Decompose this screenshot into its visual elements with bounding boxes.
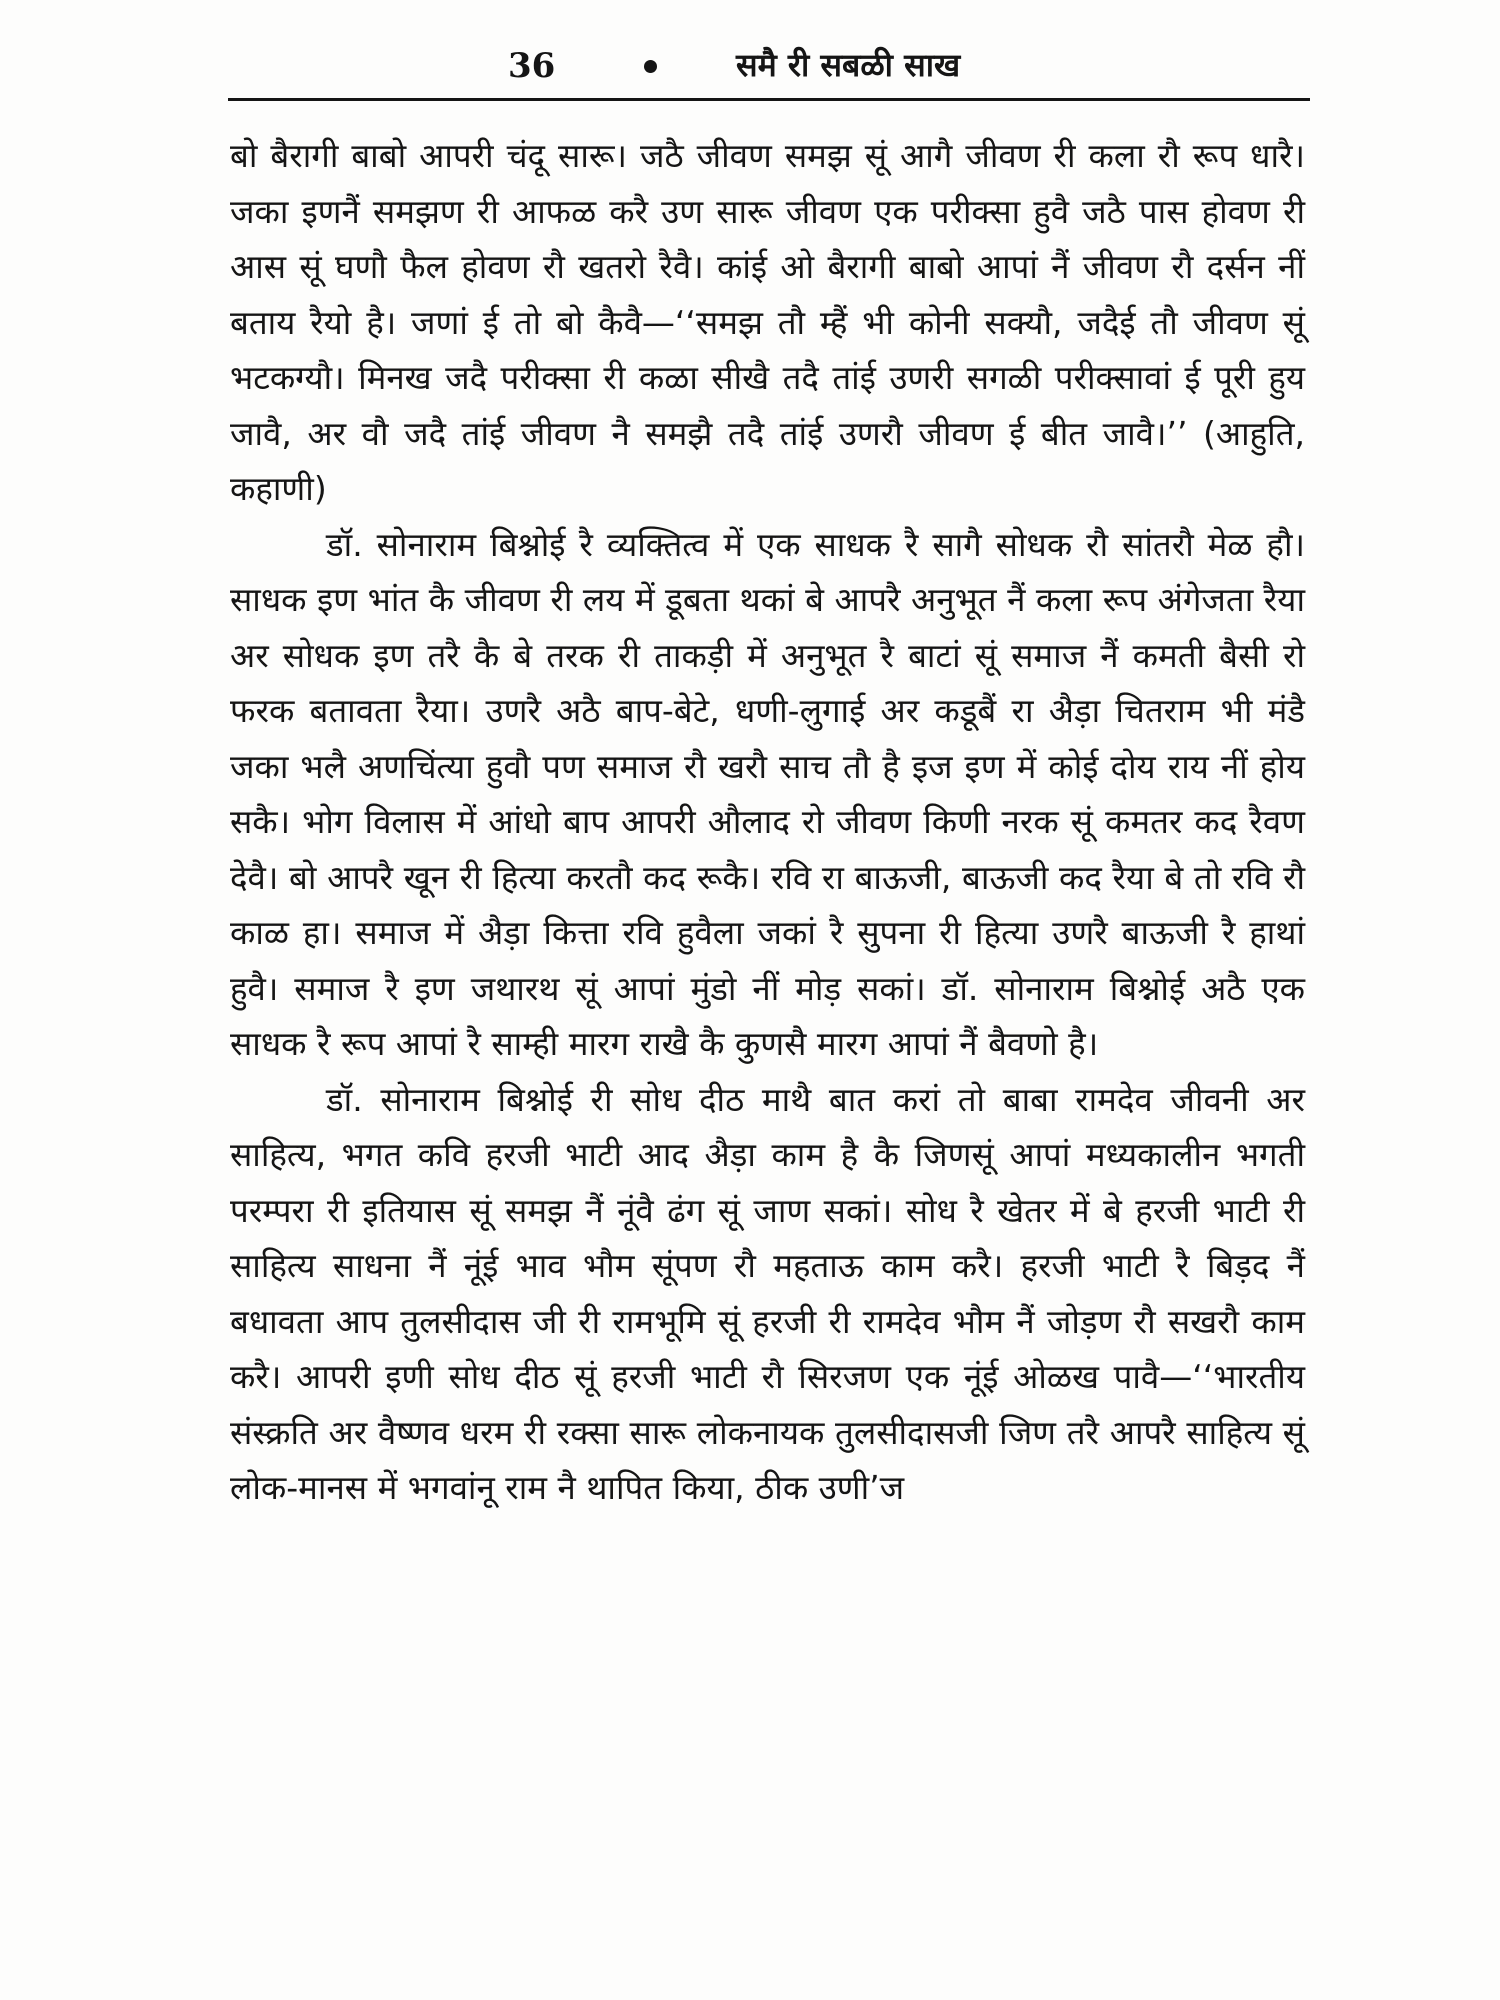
page-header	[228, 40, 1308, 96]
header-rule	[228, 98, 1310, 101]
running-title: समै री सबळी साख	[736, 46, 961, 84]
bullet-separator-icon	[644, 60, 657, 73]
paragraph-2: डॉ. सोनाराम बिश्नोई रै व्यक्तित्व में एक साधक रै सागै सोधक रौ सांतरौ मेळ हौ। साधक इण भांत कै जीवण री लय में डूबता थकां बे आपरै अनुभूत नैं कला रूप अंगेजता रैया अर सोधक इण तरै कै बे तरक री ताकड़ी में अनुभूत रै बाटां सूं समाज नैं कमती बैसी रो फरक बतावता रैया। उणरै अठै बाप-बेटे, धणी-लुगाई अर कडूबैं रा अैड़ा चितराम भी मंडै जका भलै अणचिंत्या हुवौ पण समाज रौ खरौ साच तौ है इज इण में कोई दोय राय नीं होय सकै। भोग विलास में आंधो बाप आपरी औलाद रो जीवण किणी नरक सूं कमतर कद रैवण देवै। बो आपरै खून री हित्या करतौ कद रूकै। रवि रा बाऊजी, बाऊजी कद रैया बे तो रवि रौ काळ हा। समाज में अैड़ा कित्ता रवि हुवैला जकां रै सुपना री हित्या उणरै बाऊजी रै हाथां हुवै। समाज रै इण जथारथ सूं आपां मुंडो नीं मोड़ सकां। डॉ. सोनाराम बिश्नोई अठै एक साधक रै रूप आपां रै साम्ही मारग राखै कै कुणसै मारग आपां नैं बैवणो है।	[230, 524, 1305, 1063]
body-text	[230, 128, 1305, 1516]
page-number: 36	[508, 46, 556, 86]
paragraph-3: डॉ. सोनाराम बिश्नोई री सोध दीठ माथै बात करां तो बाबा रामदेव जीवनी अर साहित्य, भगत कवि हरजी भाटी आद अैड़ा काम है कै जिणसूं आपां मध्यकालीन भगती परम्परा री इतियास सूं समझ नैं नूंवै ढंग सूं जाण सकां। सोध रै खेतर में बे हरजी भाटी री साहित्य साधना नैं नूंई भाव भौम सूंपण रौ महताऊ काम करै। हरजी भाटी रै बिड़द नैं बधावता आप तुलसीदास जी री रामभूमि सूं हरजी री रामदेव भौम नैं जोड़ण रौ सखरौ काम करै। आपरी इणी सोध दीठ सूं हरजी भाटी रौ सिरजण एक नूंई ओळख पावै—‘‘भारतीय संस्क्रति अर वैष्णव धरम री रक्सा सारू लोकनायक तुलसीदासजी जिण तरै आपरै साहित्य सूं लोक-मानस में भगवांनू राम नै थापित किया, ठीक उणी’ज	[230, 1079, 1305, 1507]
paragraph-1: बो बैरागी बाबो आपरी चंदू सारू। जठै जीवण समझ सूं आगै जीवण री कला रौ रूप धारै। जका इणनैं समझण री आफळ करै उण सारू जीवण एक परीक्सा हुवै जठै पास होवण री आस सूं घणौ फैल होवण रौ खतरो रैवै। कांई ओ बैरागी बाबो आपां नैं जीवण रौ दर्सन नीं बताय रैयो है। जणां ई तो बो कैवै—‘‘समझ तौ म्हैं भी कोनी सक्यौ, जदैई तौ जीवण सूं भटकग्यौ। मिनख जदै परीक्सा री कळा सीखै तदै तांई उणरी सगळी परीक्सावां ई पूरी हुय जावै, अर वौ जदै तांई जीवण नै समझै तदै तांई उणरौ जीवण ई बीत जावै।’’ (आहुति, कहाणी)	[230, 136, 1305, 508]
